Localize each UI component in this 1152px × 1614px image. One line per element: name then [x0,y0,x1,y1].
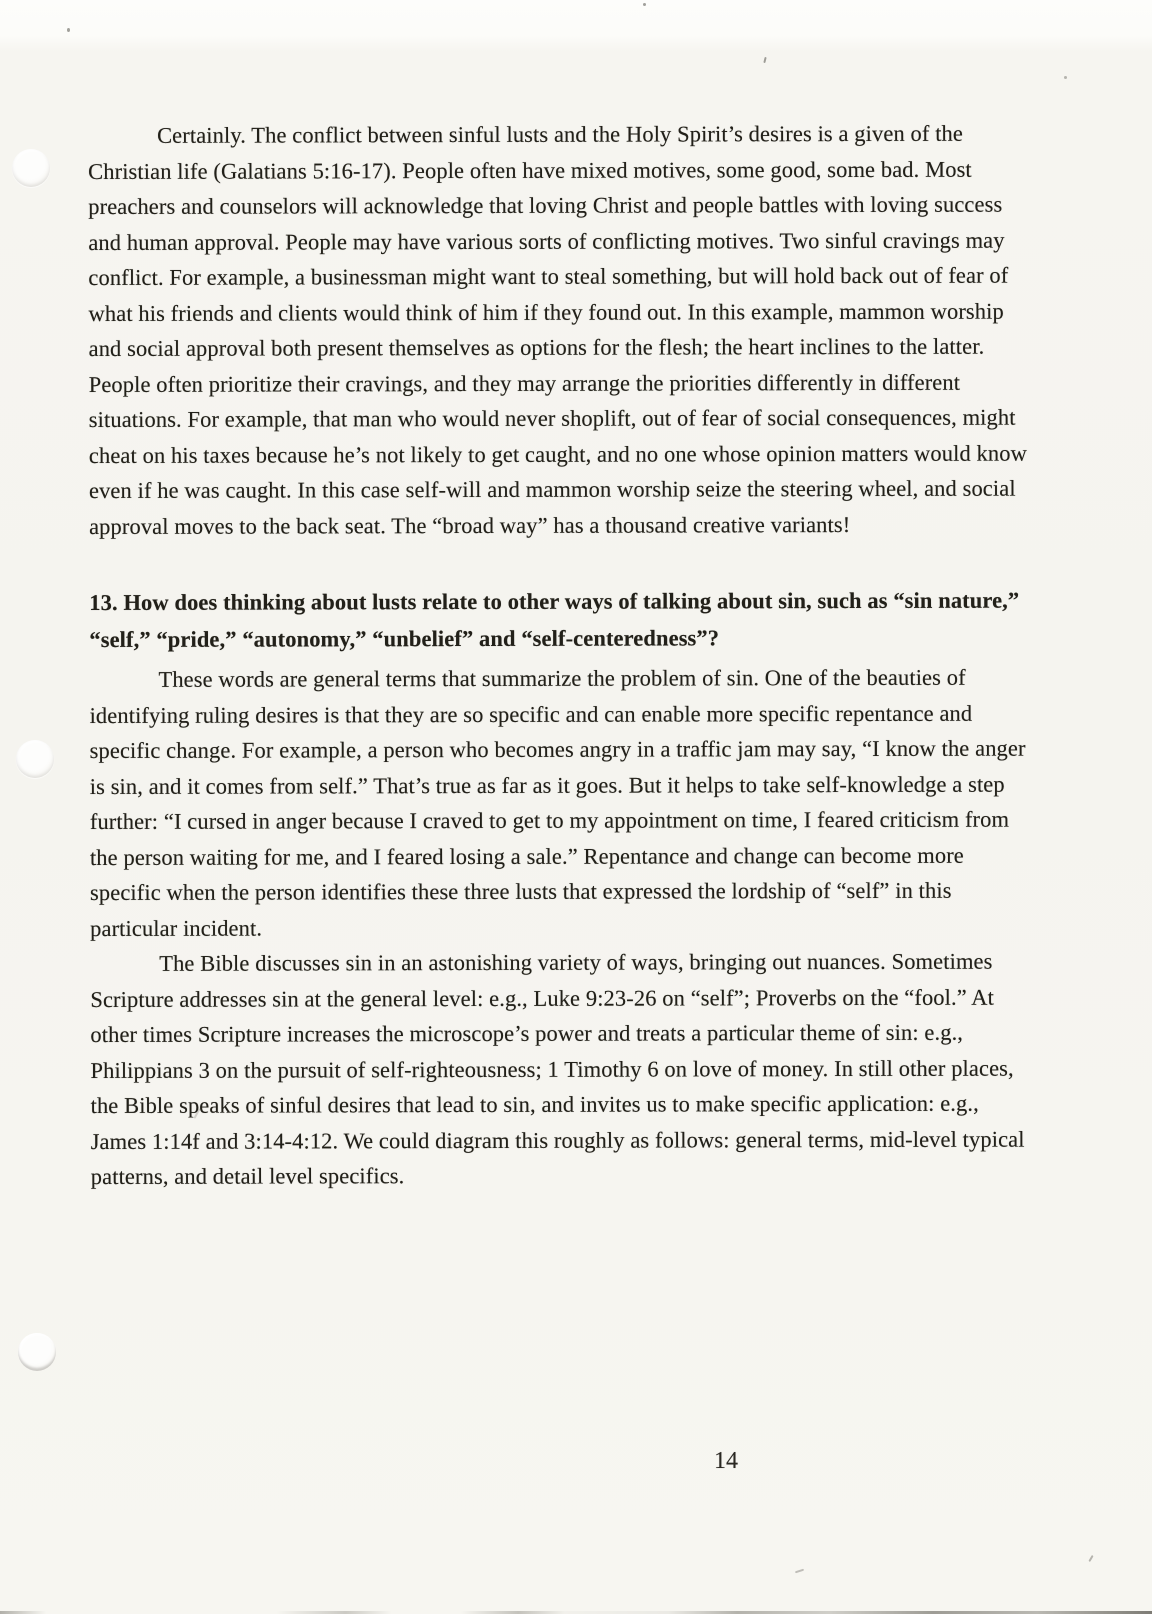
scan-speck [1064,76,1067,79]
scan-speck [1088,1555,1093,1562]
scan-speck [795,1569,804,1574]
page-content [88,116,1037,1195]
scan-speck [763,57,766,63]
scan-page-bottom-edge [0,1609,1152,1614]
hole-punch-middle [16,740,54,778]
page-number: 14 [714,1448,738,1474]
paragraph-answer-13-b: The Bible discusses sin in an astonishing variety of ways, bringing out nuances. Sometimes Scripture addresses sin at the general level: e.g., Luke 9:23-26 on “self”; Proverbs on the “fool.” At other times Scripture increases the microscope’s power and treats a particular theme of sin: e.g., Philippians 3 on the pursuit of self-righteousness; 1 Timothy 6 on love of money. In still other places, the Bible speaks of sinful desires that lead to sin, and invites us to make specific application: e.g., James 1:14f and 3:14-4:12. We could diagram this roughly as follows: general terms, mid-level typical patterns, and detail level specifics. [90,948,1025,1189]
paragraph-answer-13-a: These words are general terms that summarize the problem of sin. One of the beauties of identifying ruling desires is that they are so specific and can enable more specific repentance and specific change. For example, a person who becomes angry in a traffic jam may say, “I know the anger is sin, and it comes from self.” That’s true as far as it goes. But it helps to take self-knowledge a step further: “I cursed in anger because I craved to get to my appointment on time, I feared criticism from the person waiting for me, and I feared losing a sale.” Repentance and change can become more specific when the person identifies these three lusts that expressed the lordship of “self” in this particular incident. [89,664,1026,941]
hole-punch-bottom [18,1333,56,1371]
hole-punch-top [12,149,50,187]
paragraph-answer-12: Certainly. The conflict between sinful lusts and the Holy Spirit’s desires is a given of the Christian life (Galatians 5:16-17). People often have mixed motives, some good, some bad. Most preachers and counselors will acknowledge that loving Christ and people battles with loving success and human approval. People may have various sorts of conflicting motives. Two sinful cravings may conflict. For example, a businessman might want to steal something, but will hold back out of fear of what his friends and clients would think of him if they found out. In this example, mammon worship and social approval both present themselves as options for the flesh; the heart inclines to the latter. People often prioritize their cravings, and they may arrange the priorities differently in different situations. For example, that man who would never shoplift, out of fear of social consequences, might cheat on his taxes because he’s not likely to get caught, and no one whose opinion matters would know even if he was caught. In this case self-will and mammon worship seize the steering wheel, and social approval moves to the back seat. The “broad way” has a thousand creative variants! [88,120,1027,539]
scan-speck [643,3,646,6]
question-13-heading: 13. How does thinking about lusts relate to other ways of talking about sin, such as “sin nature,” “self,” “pride,” “autonomy,” “unbelief” and “self-centeredness”? [89,587,1020,652]
scan-speck [67,28,70,32]
